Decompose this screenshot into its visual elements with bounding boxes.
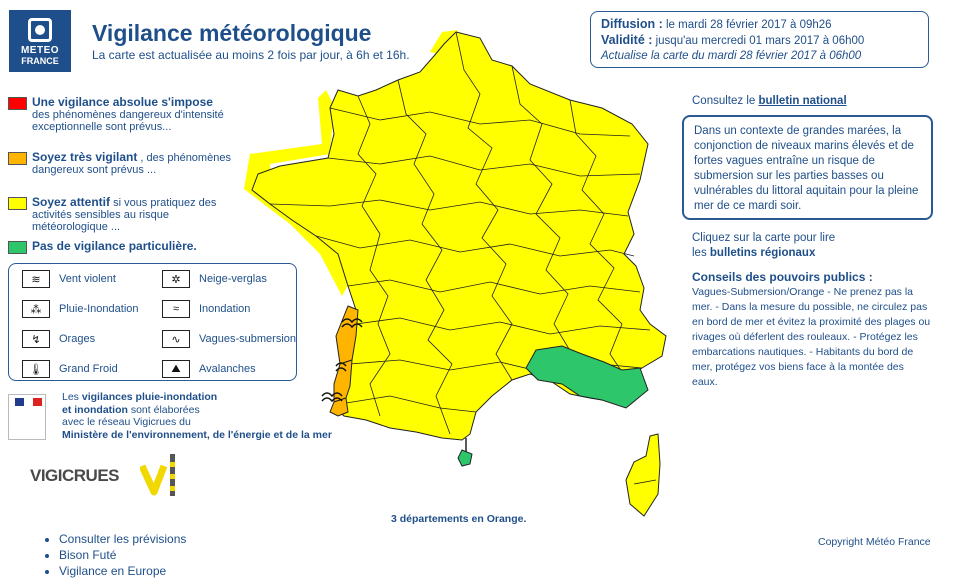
link-bison-fute[interactable]: • Bison Futé xyxy=(59,547,186,563)
bulletins-regionaux-link[interactable]: bulletins régionaux xyxy=(709,247,816,259)
phenomenon-label: Orages xyxy=(59,333,96,345)
legend-orange-text: , des phénomènes dangereux sont prévus ... xyxy=(32,152,231,176)
phenomenon-rain-flood xyxy=(22,300,139,318)
ministry-line1-pre: Les xyxy=(62,391,82,403)
legend-yellow xyxy=(8,196,238,233)
thermometer-icon: 🌡 xyxy=(22,360,50,378)
orange-count-text: 3 départements en Orange. xyxy=(391,513,527,525)
validite-value: jusqu'au mercredi 01 mars 2017 à 06h00 xyxy=(652,35,865,47)
wind-icon: ≋ xyxy=(22,270,50,288)
copyright: Copyright Météo France xyxy=(818,536,931,548)
legend-red-swatch xyxy=(8,97,27,110)
waves-icon: ∿ xyxy=(162,330,190,348)
legend-orange-swatch xyxy=(8,152,27,165)
link-vigilance-europe[interactable]: • Vigilance en Europe xyxy=(59,563,186,579)
ministry-line2-post: sont élaborées xyxy=(127,403,200,416)
ministry-logo xyxy=(8,394,46,440)
meteo-france-logo[interactable] xyxy=(9,10,71,72)
ministry-line2-bold: et inondation xyxy=(62,403,128,416)
phenomenon-label: Grand Froid xyxy=(59,363,118,375)
legend-green-swatch xyxy=(8,241,27,254)
legend-yellow-title: Soyez attentif xyxy=(32,195,111,209)
regional-bulletins xyxy=(692,231,835,261)
phenomenon-label: Pluie-Inondation xyxy=(59,303,139,315)
ministry-line1-bold: vigilances pluie-inondation xyxy=(81,391,218,403)
conseils-title: Conseils des pouvoirs publics : xyxy=(692,270,873,284)
legend-red xyxy=(8,96,238,133)
phenomenon-cold xyxy=(22,360,118,378)
phenomenon-storm xyxy=(22,330,95,348)
legend-green xyxy=(8,240,238,253)
flood-icon: ≈ xyxy=(162,300,190,318)
legend-orange-title: Soyez très vigilant xyxy=(32,150,138,164)
vigicrues-logo[interactable]: VIGICRUES xyxy=(30,466,120,485)
diffusion-value: le mardi 28 février 2017 à 09h26 xyxy=(662,19,832,31)
logo-text-line1: METEO xyxy=(20,45,60,56)
flag-white xyxy=(24,398,33,406)
diffusion-label: Diffusion : xyxy=(601,17,663,31)
ministry-line3: avec le réseau Vigicrues du xyxy=(62,416,191,428)
ministry-line4-bold: Ministère de l'environnement, de l'énergie et de la mer xyxy=(62,428,332,441)
link-previsions[interactable]: • Consulter les prévisions xyxy=(59,531,186,547)
update-map-link[interactable]: Actualise la carte du mardi 28 février 2017 à 06h00 xyxy=(601,50,862,62)
flag-red xyxy=(33,398,42,406)
phenomenon-label: Neige-verglas xyxy=(199,273,267,285)
corsica[interactable] xyxy=(626,434,660,516)
phenomenon-label: Inondation xyxy=(199,303,251,315)
phenomenon-label: Avalanches xyxy=(199,363,256,375)
phenomenon-wind xyxy=(22,270,116,288)
phenomenon-label: Vent violent xyxy=(59,273,116,285)
national-info-box: Dans un contexte de grandes marées, la conjonction de niveaux marins élevés et de fortes vagues entraîne un risque de submersion sur les parties basses ou vulnérables du littoral aquitain pour la pleine mer de ce mardi soir. xyxy=(682,115,933,220)
bulletin-national-link[interactable]: bulletin national xyxy=(758,95,847,107)
regional-line1: Cliquez sur la carte pour lire xyxy=(692,232,836,244)
lightning-icon: ↯ xyxy=(22,330,50,348)
legend-red-text: des phénomènes dangereux d'intensité exceptionnelle sont prévus... xyxy=(32,109,224,133)
footer-links xyxy=(44,531,186,579)
conseils-text: Vagues-Submersion/Orange - Ne prenez pas la mer. - Dans la mesure du possible, ne circulez pas en bord de mer et évitez la proximité des plages ou rivages où déferlent des rouleaux. - Protégez les embarcations nautiques. - Habitants du bord de mer, protégez vos biens face à la montée des eaux. xyxy=(692,286,931,388)
page-title: Vigilance météorologique xyxy=(92,20,372,46)
legend-yellow-swatch xyxy=(8,197,27,210)
logo-text-line2: FRANCE xyxy=(21,56,59,66)
avalanche-icon: ⛰ xyxy=(162,360,190,378)
snowflake-icon: ✲ xyxy=(162,270,190,288)
flag-blue xyxy=(15,398,24,406)
legend-green-title: Pas de vigilance particulière. xyxy=(32,239,197,253)
consult-national xyxy=(692,95,847,107)
france-vigilance-map[interactable] xyxy=(230,24,675,524)
legend-red-title: Une vigilance absolue s'impose xyxy=(32,95,213,109)
vigicrues-vi-logo[interactable] xyxy=(140,452,190,498)
consult-prefix: Consultez le xyxy=(692,95,759,107)
meteo-france-mark-icon xyxy=(28,18,52,42)
page-subtitle: La carte est actualisée au moins 2 fois par jour, à 6h et 16h. xyxy=(92,48,410,62)
rain-flood-icon: ⁂ xyxy=(22,300,50,318)
legend-yellow-text: si vous pratiquez des activités sensibles au risque météorologique ... xyxy=(32,197,217,233)
green-department-pyrenees-orientales[interactable] xyxy=(458,450,472,466)
validite-label: Validité : xyxy=(601,33,653,47)
legend-orange xyxy=(8,151,238,176)
phenomenon-label: Vagues-submersion xyxy=(199,333,297,345)
regional-prefix: les xyxy=(692,247,710,259)
